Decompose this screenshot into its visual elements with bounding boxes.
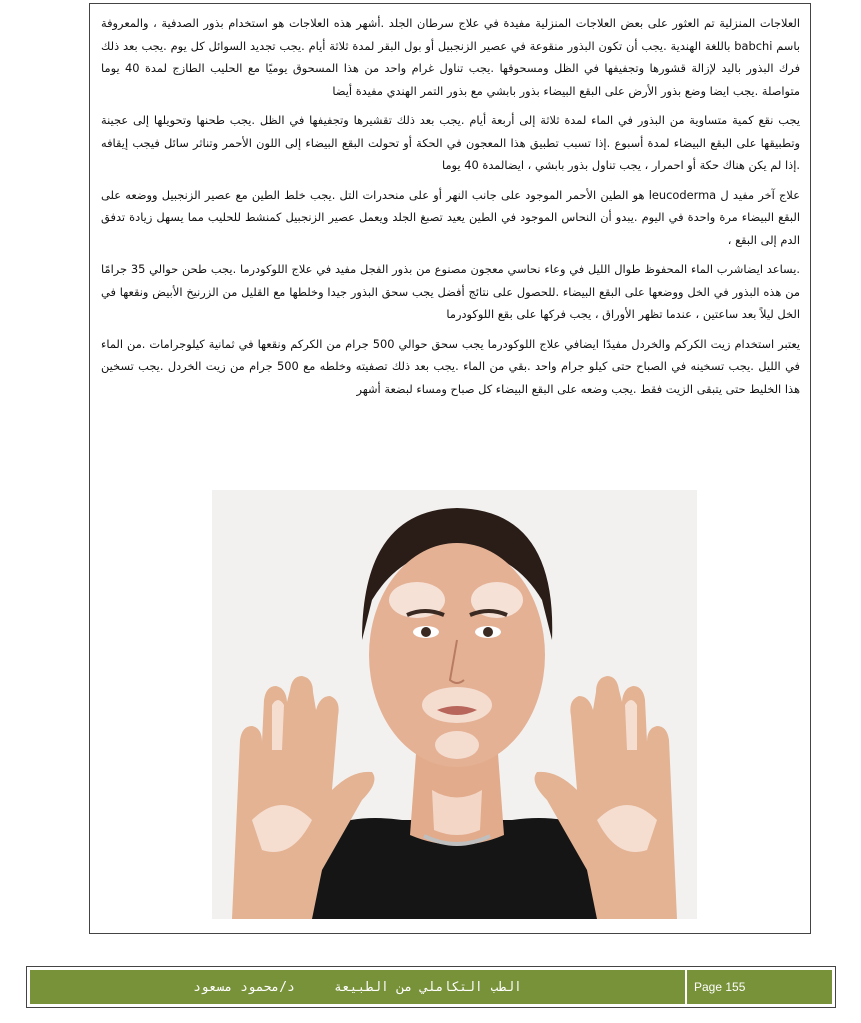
paragraph-1: العلاجات المنزلية تم العثور على بعض العلاجات المنزلية مفيدة في علاج سرطان الجلد .أشهر هذه العلاجات هو استخدام بذور الصدفية ، والمعروفة باسم babchi باللغة الهندية .يجب أن تكون البذور منقوعة في عصير الزنجبيل أو بول البقر لمدة ثلاثة أيام .يجب تجديد السوائل كل يوم .يجب بعد ذلك فرك البذور باليد لإزالة قشورها وتجفيفها في الظل ومسحوقها .يجب تناول غرام واحد من هذا المسحوق يوميًا مع الحليب الطازج لمدة 40 يوما متواصلة .يجب ايضا وضع بذور الأرض على البقع البيضاء بذور بابشي مع بذور التمر الهندي مفيدة أيضا	[101, 16, 801, 98]
article-body	[101, 12, 800, 407]
paragraph-3: علاج آخر مفيد ل leucoderma هو الطين الأحمر الموجود على جانب النهر أو على منحدرات التل .يجب خلط الطين مع عصير الزنجبيل ووضعه على البقع البيضاء مرة واحدة في اليوم .يبدو أن النحاس الموجود في الطين يعيد تصبغ الجلد ويعمل عصير الزنجبيل كمنشط للحليب مما يسهل زيادة تدفق الدم إلى البقع ،	[101, 187, 800, 247]
page-frame	[89, 3, 811, 934]
footer-divider	[685, 970, 687, 1004]
page-number: Page 155	[694, 980, 746, 994]
page-footer	[26, 966, 836, 1008]
paragraph-2: يجب نقع كمية متساوية من البذور في الماء لمدة ثلاثة إلى أربعة أيام .يجب بعد ذلك تقشيرها وتجفيفها في الظل .يجب طحنها وتحويلها إلى عجينة وتطبيقها على البقع البيضاء لمدة أسبوع .إذا تسبب تطبيق هذا المعجون في الحكة أو تحولت البقع البيضاء إلى اللون الأحمر وتناثر سائل فيجب إيقافه .إذا لم يكن هناك حكة أو احمرار ، يجب تناول بذور بابشي ، ايضالمدة 40 يوما	[101, 113, 800, 172]
vitiligo-photo	[212, 490, 697, 919]
paragraph-5: يعتبر استخدام زيت الكركم والخردل مفيدًا ايضافي علاج اللوكودرما يجب سحق حوالي 500 جرام من الكركم ونقعها في ثمانية كيلوجرامات .من الماء في الليل .يجب تسخينه في الصباح حتى كيلو جرام واحد .بقي من الماء .يجب بعد ذلك تصفيته وخلطه مع 500 جرام من زيت الخردل .يجب تسخين هذا الخليط حتى يتبقى الزيت فقط .يجب وضعه على البقع البيضاء كل صباح ومساء لبضعة أشهر	[101, 336, 801, 396]
paragraph-4: .يساعد ايضاشرب الماء المحفوظ طوال الليل في وعاء نحاسي معجون مصنوع من بذور الفجل مفيد في علاج اللوكودرما .يجب طحن حوالي 35 جرامًا من هذه البذور في الخل ووضعها على البقع البيضاء .للحصول على نتائج أفضل يجب سحق البذور جيدا وخلطها مع القليل من الزرنيخ الأبيض ونقعها في الخل ليلاً بعد ساعتين ، عندما تظهر الأوراق ، يجب فركها على بقع اللوكودرما	[101, 262, 801, 321]
footer-bar	[30, 970, 832, 1004]
footer-title: الطب التكاملي من الطبيعة د/محمود مسعود	[193, 979, 522, 995]
